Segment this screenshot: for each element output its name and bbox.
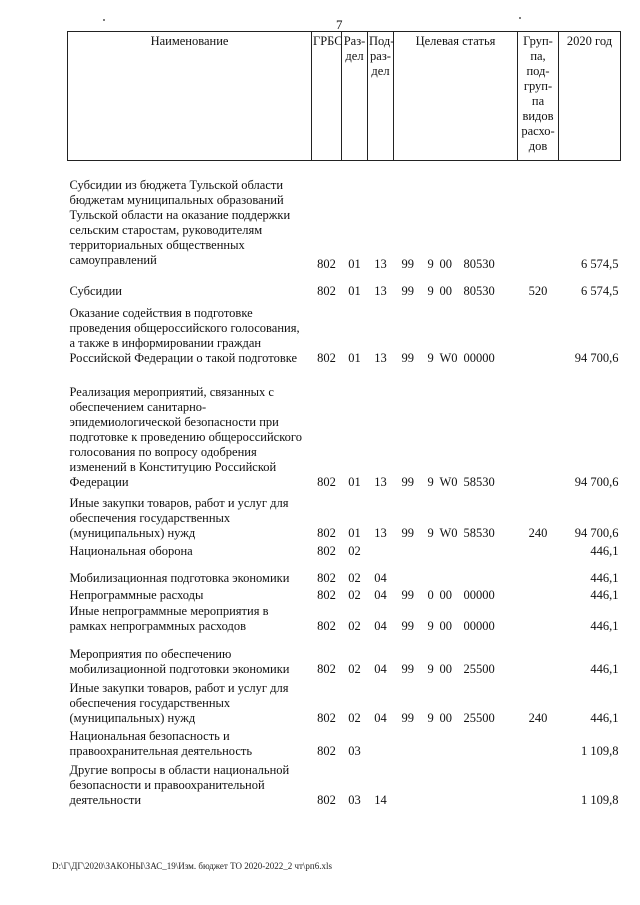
- ts-event: 00: [439, 710, 452, 725]
- row-razdel: 02: [348, 543, 361, 558]
- header-name: Наименование: [68, 32, 312, 161]
- row-sum-2020: 1 109,8: [581, 743, 619, 758]
- row-razdel: 01: [348, 283, 361, 298]
- table-row: [68, 366, 621, 490]
- ts-subprogram: 9: [427, 710, 434, 725]
- row-grbs: 802: [317, 618, 336, 633]
- ts-subprogram: 9: [427, 661, 434, 676]
- ts-event: 00: [439, 256, 452, 271]
- ts-program: 99: [401, 350, 414, 365]
- ts-subprogram: 9: [427, 350, 434, 365]
- table-row: [68, 490, 621, 541]
- table-row: [68, 559, 621, 586]
- ts-direction: 80530: [463, 256, 495, 271]
- row-sum-2020: 446,1: [590, 543, 619, 558]
- row-grbs: 802: [317, 525, 336, 540]
- scan-speck: [519, 17, 521, 19]
- row-podrazdel: 13: [374, 474, 387, 489]
- row-gruppa: [518, 541, 559, 559]
- header-razdel: Раз- дел: [342, 32, 368, 161]
- budget-table: [67, 31, 621, 808]
- row-tselevaya-statya: [394, 541, 518, 559]
- row-podrazdel: [368, 726, 394, 759]
- ts-direction: 58530: [463, 474, 495, 489]
- row-tselevaya-statya: [394, 586, 518, 603]
- row-grbs: 802: [317, 743, 336, 758]
- row-razdel: 01: [348, 474, 361, 489]
- row-gruppa: 240: [528, 710, 548, 725]
- row-gruppa: 240: [528, 525, 548, 540]
- ts-direction: 00000: [463, 350, 495, 365]
- row-grbs: 802: [317, 710, 336, 725]
- row-podrazdel: 13: [374, 525, 387, 540]
- row-tselevaya-statya: [394, 726, 518, 759]
- row-gruppa: [518, 603, 559, 634]
- row-tselevaya-statya: [394, 299, 518, 366]
- row-tselevaya-statya: [394, 366, 518, 490]
- ts-subprogram: 9: [427, 525, 434, 540]
- ts-event: 00: [439, 661, 452, 676]
- table-row: [68, 726, 621, 759]
- ts-direction: 58530: [463, 525, 495, 540]
- ts-program: 99: [401, 587, 414, 602]
- ts-subprogram: 0: [427, 587, 434, 602]
- ts-event: 00: [439, 283, 452, 298]
- row-razdel: 02: [348, 661, 361, 676]
- ts-subprogram: 9: [427, 474, 434, 489]
- row-razdel: 01: [348, 256, 361, 271]
- row-name: Реализация мероприятий, связанных с обеспечением санитарно-эпидемиологической безопасности при подготовке к проведению общероссийского голосования по вопросу одобрения изменений в Конституцию Российской Федерации: [69, 384, 302, 489]
- row-sum-2020: 6 574,5: [581, 256, 619, 271]
- row-podrazdel: 04: [374, 570, 387, 585]
- table-row: [68, 759, 621, 808]
- row-gruppa: [518, 559, 559, 586]
- row-tselevaya-statya: [394, 759, 518, 808]
- ts-event: 00: [439, 618, 452, 633]
- row-grbs: 802: [317, 543, 336, 558]
- header-gruppa-vidov-rashodov: Груп- па, под- груп- па видов расхо- дов: [518, 32, 559, 161]
- table-row: [68, 603, 621, 634]
- row-tselevaya-statya: [394, 559, 518, 586]
- ts-subprogram: 9: [427, 256, 434, 271]
- row-gruppa: [518, 634, 559, 677]
- row-name: Субсидии из бюджета Тульской области бюджетам муниципальных образований Тульской области на оказание поддержки сельским старостам, руководителям территориальных общественных самоуправлений: [69, 178, 291, 267]
- row-razdel: 02: [348, 710, 361, 725]
- row-tselevaya-statya: [394, 161, 518, 272]
- ts-program: 99: [401, 661, 414, 676]
- table-row: [68, 272, 621, 299]
- header-podrazdel: Под- раз- дел: [368, 32, 394, 161]
- ts-subprogram: 9: [427, 618, 434, 633]
- scan-speck: [103, 19, 105, 21]
- ts-program: 99: [401, 283, 414, 298]
- row-grbs: 802: [317, 283, 336, 298]
- row-podrazdel: 13: [374, 283, 387, 298]
- ts-event: W0: [439, 350, 458, 365]
- row-podrazdel: 14: [374, 792, 387, 807]
- row-razdel: 02: [348, 570, 361, 585]
- row-name: Мероприятия по обеспечению мобилизационной подготовки экономики: [69, 646, 290, 676]
- row-name: Национальная безопасность и правоохранительная деятельность: [69, 728, 253, 758]
- row-tselevaya-statya: [394, 272, 518, 299]
- row-sum-2020: 446,1: [590, 618, 619, 633]
- row-name: Мобилизационная подготовка экономики: [69, 570, 290, 585]
- row-podrazdel: 13: [374, 256, 387, 271]
- file-path-footer: D:\Г\ДГ\2020\ЗАКОНЫ\ЗАС_19\Изм. бюджет ТО 2020-2022_2 чт\рп6.xls: [52, 861, 332, 871]
- ts-direction: 25500: [463, 710, 495, 725]
- ts-event: W0: [439, 474, 458, 489]
- table-header-row: [68, 32, 621, 161]
- row-sum-2020: 6 574,5: [581, 283, 619, 298]
- row-name: Оказание содействия в подготовке проведения общероссийского голосования, а также в информировании граждан Российской Федерации о такой подготовке: [69, 305, 300, 365]
- row-razdel: 03: [348, 792, 361, 807]
- row-razdel: 02: [348, 618, 361, 633]
- row-name: Иные непрограммные мероприятия в рамках непрограммных расходов: [69, 603, 269, 633]
- row-podrazdel: 04: [374, 587, 387, 602]
- row-tselevaya-statya: [394, 490, 518, 541]
- ts-program: 99: [401, 710, 414, 725]
- row-razdel: 02: [348, 587, 361, 602]
- ts-program: 99: [401, 525, 414, 540]
- header-year-2020: 2020 год: [559, 32, 621, 161]
- header-tselevaya-statya: Целевая статья: [394, 32, 518, 161]
- row-gruppa: [518, 586, 559, 603]
- row-grbs: 802: [317, 350, 336, 365]
- row-grbs: 802: [317, 474, 336, 489]
- ts-direction: 00000: [463, 587, 495, 602]
- row-gruppa: [518, 726, 559, 759]
- row-gruppa: [518, 366, 559, 490]
- row-grbs: 802: [317, 570, 336, 585]
- table-row: [68, 634, 621, 677]
- ts-direction: 25500: [463, 661, 495, 676]
- table-row: [68, 541, 621, 559]
- row-sum-2020: 446,1: [590, 661, 619, 676]
- header-grbs: ГРБС: [312, 32, 342, 161]
- row-grbs: 802: [317, 792, 336, 807]
- ts-event: W0: [439, 525, 458, 540]
- row-name: Иные закупки товаров, работ и услуг для обеспечения государственных (муниципальных) нужд: [69, 680, 289, 725]
- row-podrazdel: 04: [374, 618, 387, 633]
- ts-event: 00: [439, 587, 452, 602]
- ts-program: 99: [401, 618, 414, 633]
- row-gruppa: [518, 299, 559, 366]
- ts-program: 99: [401, 256, 414, 271]
- row-sum-2020: 446,1: [590, 710, 619, 725]
- row-gruppa: [518, 161, 559, 272]
- ts-direction: 00000: [463, 618, 495, 633]
- table-row: [68, 677, 621, 726]
- table-row: [68, 161, 621, 272]
- row-podrazdel: 04: [374, 661, 387, 676]
- row-razdel: 01: [348, 350, 361, 365]
- ts-subprogram: 9: [427, 283, 434, 298]
- page-number: 7: [336, 17, 343, 32]
- row-sum-2020: 446,1: [590, 570, 619, 585]
- ts-program: 99: [401, 474, 414, 489]
- row-gruppa: 520: [528, 283, 548, 298]
- row-name: Субсидии: [69, 283, 122, 298]
- row-name: Иные закупки товаров, работ и услуг для обеспечения государственных (муниципальных) нужд: [69, 495, 289, 540]
- ts-direction: 80530: [463, 283, 495, 298]
- row-sum-2020: 446,1: [590, 587, 619, 602]
- row-podrazdel: [368, 541, 394, 559]
- row-sum-2020: 94 700,6: [574, 474, 619, 489]
- row-podrazdel: 04: [374, 710, 387, 725]
- row-grbs: 802: [317, 587, 336, 602]
- row-sum-2020: 1 109,8: [581, 792, 619, 807]
- row-name: Непрограммные расходы: [69, 587, 204, 602]
- row-gruppa: [518, 759, 559, 808]
- row-sum-2020: 94 700,6: [574, 525, 619, 540]
- row-grbs: 802: [317, 661, 336, 676]
- row-razdel: 03: [348, 743, 361, 758]
- row-podrazdel: 13: [374, 350, 387, 365]
- table-row: [68, 586, 621, 603]
- table-row: [68, 299, 621, 366]
- row-tselevaya-statya: [394, 603, 518, 634]
- row-tselevaya-statya: [394, 677, 518, 726]
- row-name: Национальная оборона: [69, 543, 193, 558]
- row-grbs: 802: [317, 256, 336, 271]
- row-name: Другие вопросы в области национальной безопасности и правоохранительной деятельности: [69, 762, 290, 807]
- row-sum-2020: 94 700,6: [574, 350, 619, 365]
- row-razdel: 01: [348, 525, 361, 540]
- row-tselevaya-statya: [394, 634, 518, 677]
